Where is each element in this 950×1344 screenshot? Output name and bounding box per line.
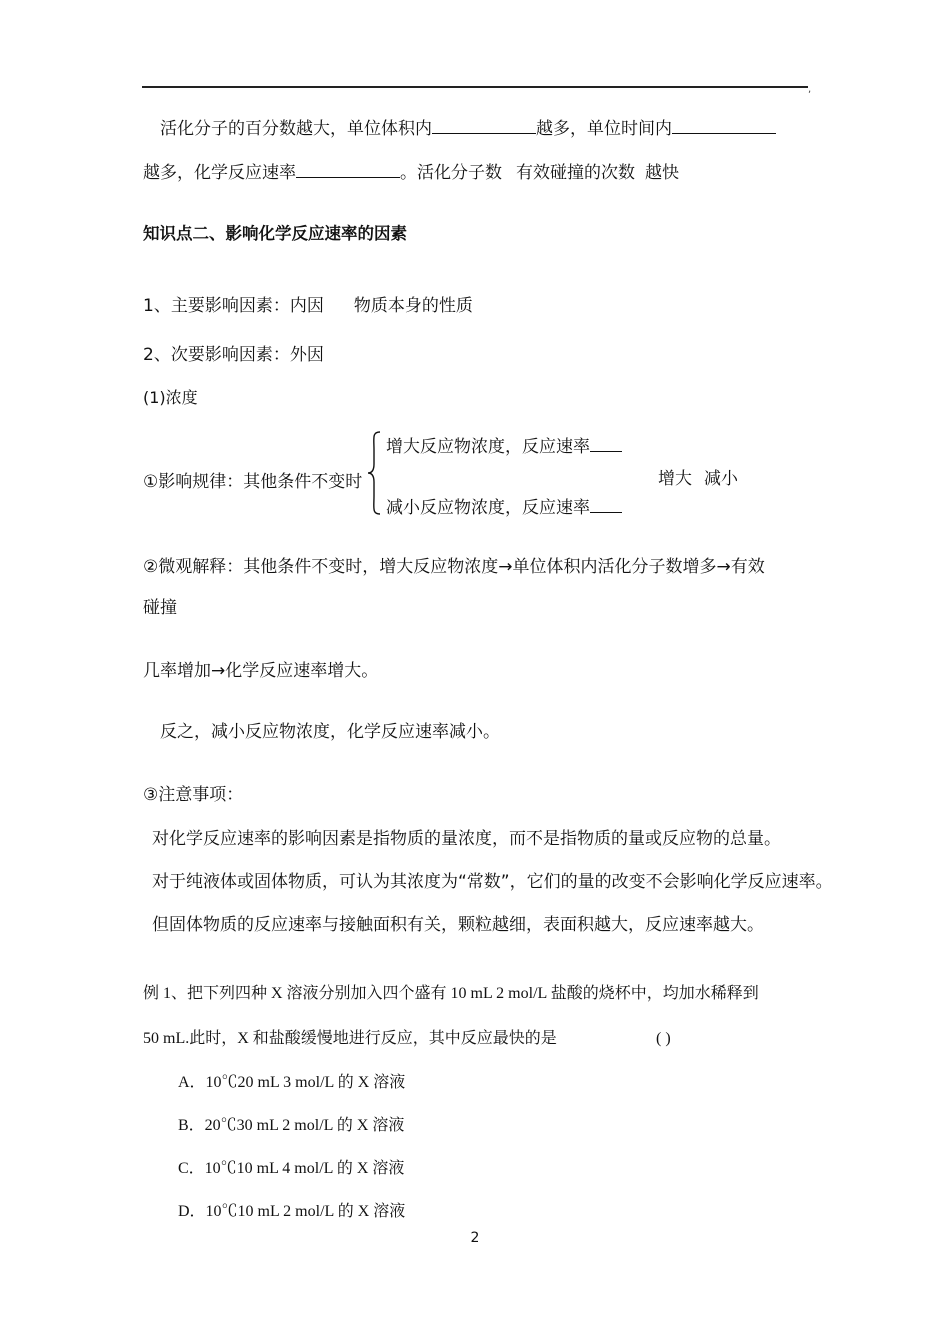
item-primary-factor bbox=[143, 294, 473, 318]
rule-upper-text: 增大反应物浓度，反应速率 bbox=[386, 437, 590, 457]
fill-blank[interactable] bbox=[590, 437, 622, 452]
fill-blank[interactable] bbox=[432, 117, 536, 134]
notes-title: ③注意事项： bbox=[143, 785, 244, 805]
micro-line-4: 反之，减小反应物浓度，化学反应速率减小。 bbox=[160, 722, 500, 742]
example-line-1: 例 1、把下列四种 X 溶液分别加入四个盛有 10 mL 2 mol/L 盐酸的烧杯中，均加水稀释到 bbox=[143, 985, 759, 1002]
rule-lower-text: 减小反应物浓度，反应速率 bbox=[386, 498, 590, 518]
note-item: 对于纯液体或固体物质，可认为其浓度为“常数”，它们的量的改变不会影响化学反应速率。 bbox=[152, 872, 833, 892]
rule-lead: ①影响规律：其他条件不变时 bbox=[143, 472, 363, 492]
answer-text: 越快 bbox=[645, 163, 679, 183]
curly-brace-icon bbox=[366, 430, 382, 516]
page-number: 2 bbox=[470, 1230, 480, 1246]
answer-parentheses: ( ) bbox=[656, 1030, 671, 1047]
rule-answers bbox=[658, 467, 738, 491]
section-heading: 知识点二、影响化学反应速率的因素 bbox=[143, 224, 407, 243]
answer-text: 减小 bbox=[704, 469, 738, 489]
rule-upper bbox=[386, 435, 622, 459]
item-value: 物质本身的性质 bbox=[353, 296, 473, 316]
item-secondary-factor: 2、次要影响因素：外因 bbox=[143, 345, 324, 365]
fill-blank[interactable] bbox=[590, 498, 622, 513]
micro-line-3: 几率增加→化学反应速率增大。 bbox=[143, 661, 379, 681]
header-rule bbox=[142, 86, 808, 88]
note-item: 但固体物质的反应速率与接触面积有关，颗粒越细，表面积越大，反应速率越大。 bbox=[152, 915, 764, 935]
note-item: 对化学反应速率的影响因素是指物质的量浓度，而不是指物质的量或反应物的总量。 bbox=[152, 829, 781, 849]
paragraph-rate bbox=[143, 161, 679, 185]
micro-line-1: ②微观解释：其他条件不变时，增大反应物浓度→单位体积内活化分子数增多→有效 bbox=[143, 557, 765, 577]
answer-text: 增大 bbox=[658, 469, 692, 489]
micro-line-2: 碰撞 bbox=[143, 598, 177, 618]
paragraph-text: 越多，化学反应速率 bbox=[143, 163, 296, 183]
option-a: A．10℃20 mL 3 mol/L 的 X 溶液 bbox=[178, 1074, 406, 1091]
header-rule-mark: , bbox=[808, 84, 812, 95]
example-line-2: 50 mL.此时，X 和盐酸缓慢地进行反应，其中反应最快的是 bbox=[143, 1030, 557, 1047]
answer-text: 有效碰撞的次数 bbox=[516, 163, 635, 183]
rule-lower bbox=[386, 496, 622, 520]
paragraph-text: 活化分子的百分数越大，单位体积内 bbox=[160, 119, 432, 139]
option-c: C．10℃10 mL 4 mol/L 的 X 溶液 bbox=[178, 1160, 405, 1177]
fill-blank[interactable] bbox=[296, 161, 400, 178]
option-b: B．20℃30 mL 2 mol/L 的 X 溶液 bbox=[178, 1117, 405, 1134]
fill-blank[interactable] bbox=[672, 117, 776, 134]
option-d: D．10℃10 mL 2 mol/L 的 X 溶液 bbox=[178, 1203, 406, 1220]
item-concentration: (1)浓度 bbox=[143, 388, 198, 407]
paragraph-text: 。活化分子数 bbox=[400, 163, 502, 183]
item-label: 1、主要影响因素：内因 bbox=[143, 296, 324, 316]
paragraph-activated-molecules bbox=[160, 117, 776, 141]
paragraph-text: 越多，单位时间内 bbox=[536, 119, 672, 139]
